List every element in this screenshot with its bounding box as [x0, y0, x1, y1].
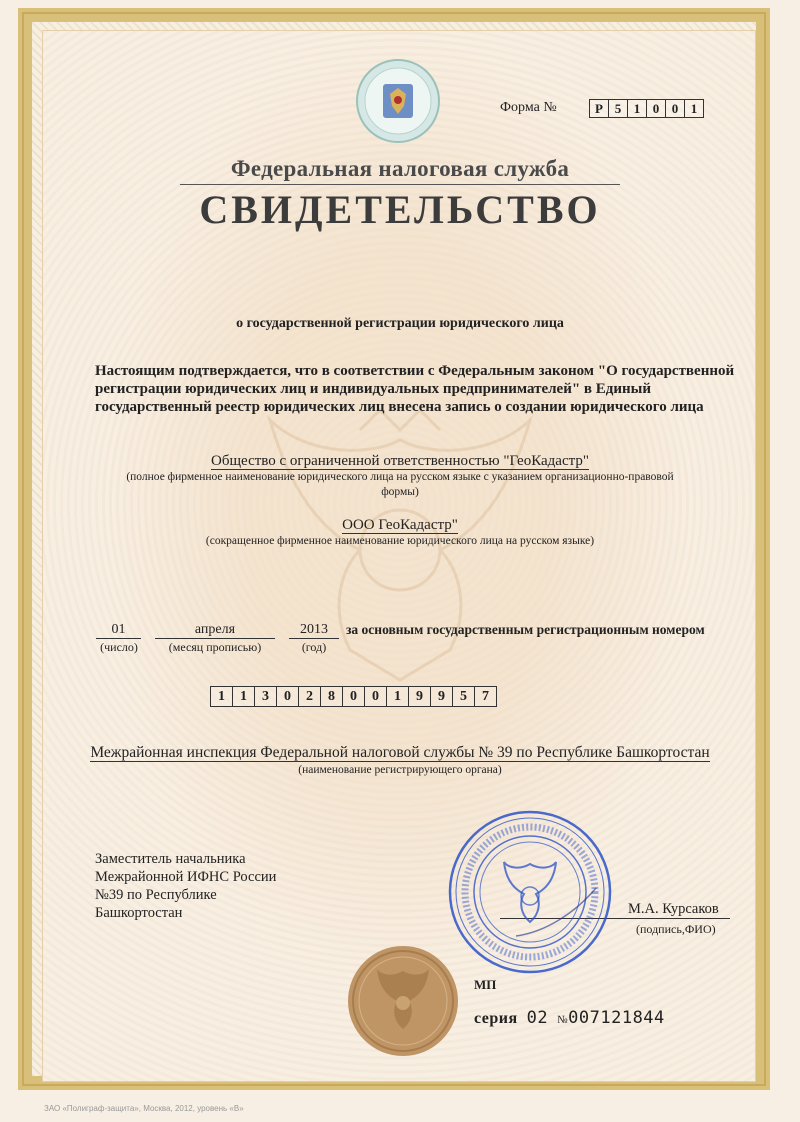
- series-number: [474, 1008, 665, 1028]
- agency-underline: [180, 184, 620, 185]
- registering-authority: Межрайонная инспекция Федеральной налоговой службы № 39 по Республике Башкортостан: [90, 744, 710, 761]
- date-year: 2013: [289, 622, 339, 639]
- ogrn-digit: 9: [408, 686, 431, 707]
- document-subtitle: о государственной регистрации юридического лица: [236, 316, 564, 331]
- form-code-cell: 5: [608, 99, 628, 118]
- ogrn-digit: 2: [298, 686, 321, 707]
- full-name-caption: (полное фирменное наименование юридического лица на русском языке с указанием организационно-правовой: [126, 471, 674, 483]
- form-code-cell: 1: [684, 99, 704, 118]
- mp-label: МП: [474, 977, 497, 992]
- series-value: 02: [526, 1008, 549, 1028]
- ogrn-digit: 1: [210, 686, 233, 707]
- form-code-cell: 0: [646, 99, 666, 118]
- form-code-cell: Р: [589, 99, 609, 118]
- date-year-caption: (год): [301, 640, 327, 654]
- form-number-boxes: [590, 99, 704, 118]
- document-title: СВИДЕТЕЛЬСТВО: [199, 187, 601, 232]
- full-name-caption-2: формы): [381, 486, 419, 498]
- signature-caption: (подпись,ФИО): [636, 922, 716, 936]
- form-code-cell: 1: [627, 99, 647, 118]
- ogrn-digit: 0: [276, 686, 299, 707]
- fns-emblem: [355, 58, 441, 144]
- registering-authority-caption: (наименование регистрирующего органа): [298, 764, 502, 776]
- ogrn-label: за основным государственным регистрационным номером: [346, 622, 705, 637]
- ogrn-digit: 9: [430, 686, 453, 707]
- date-day: 01: [96, 622, 141, 639]
- ogrn-digit: 0: [342, 686, 365, 707]
- signer-name: М.А. Курсаков: [628, 901, 719, 917]
- eagle-watermark: [240, 400, 560, 700]
- ogrn-digit: 1: [386, 686, 409, 707]
- form-number-label: Форма №: [500, 100, 557, 115]
- ogrn-digit: 8: [320, 686, 343, 707]
- blue-stamp: [446, 808, 614, 976]
- ogrn-digit: 7: [474, 686, 497, 707]
- short-company-name: ООО ГеоКадастр": [342, 517, 458, 533]
- series-label: серия: [474, 1010, 518, 1027]
- ogrn-digit: 5: [452, 686, 475, 707]
- ogrn-digit: 0: [364, 686, 387, 707]
- date-month: апреля: [155, 622, 275, 639]
- date-month-caption: (месяц прописью): [168, 640, 262, 654]
- ogrn-boxes: [211, 686, 497, 707]
- embossed-seal: [347, 945, 459, 1057]
- statement-paragraph: Настоящим подтверждается, что в соответствии с Федеральным законом "О государственной регистрации юридических лиц и индивидуальных предпринимателей" в Единый государственный реестр юридических лиц внесена запись о создании юридического лица: [95, 363, 735, 415]
- ogrn-digit: 1: [232, 686, 255, 707]
- form-code-cell: 0: [665, 99, 685, 118]
- full-company-name: Общество с ограниченной ответственностью "ГеоКадастр": [211, 453, 589, 469]
- ogrn-digit: 3: [254, 686, 277, 707]
- short-name-caption: (сокращенное фирменное наименование юридического лица на русском языке): [205, 535, 595, 547]
- date-day-caption: (число): [100, 640, 138, 654]
- number-sign: №: [557, 1014, 569, 1026]
- printer-imprint: ЗАО «Полиграф-защита», Москва, 2012, уровень «В»: [44, 1104, 244, 1113]
- certificate-number: 007121844: [568, 1008, 665, 1028]
- signer-position: Заместитель начальника Межрайонной ИФНС России №39 по Республике Башкортостан: [95, 851, 277, 921]
- agency-name: Федеральная налоговая служба: [230, 156, 570, 181]
